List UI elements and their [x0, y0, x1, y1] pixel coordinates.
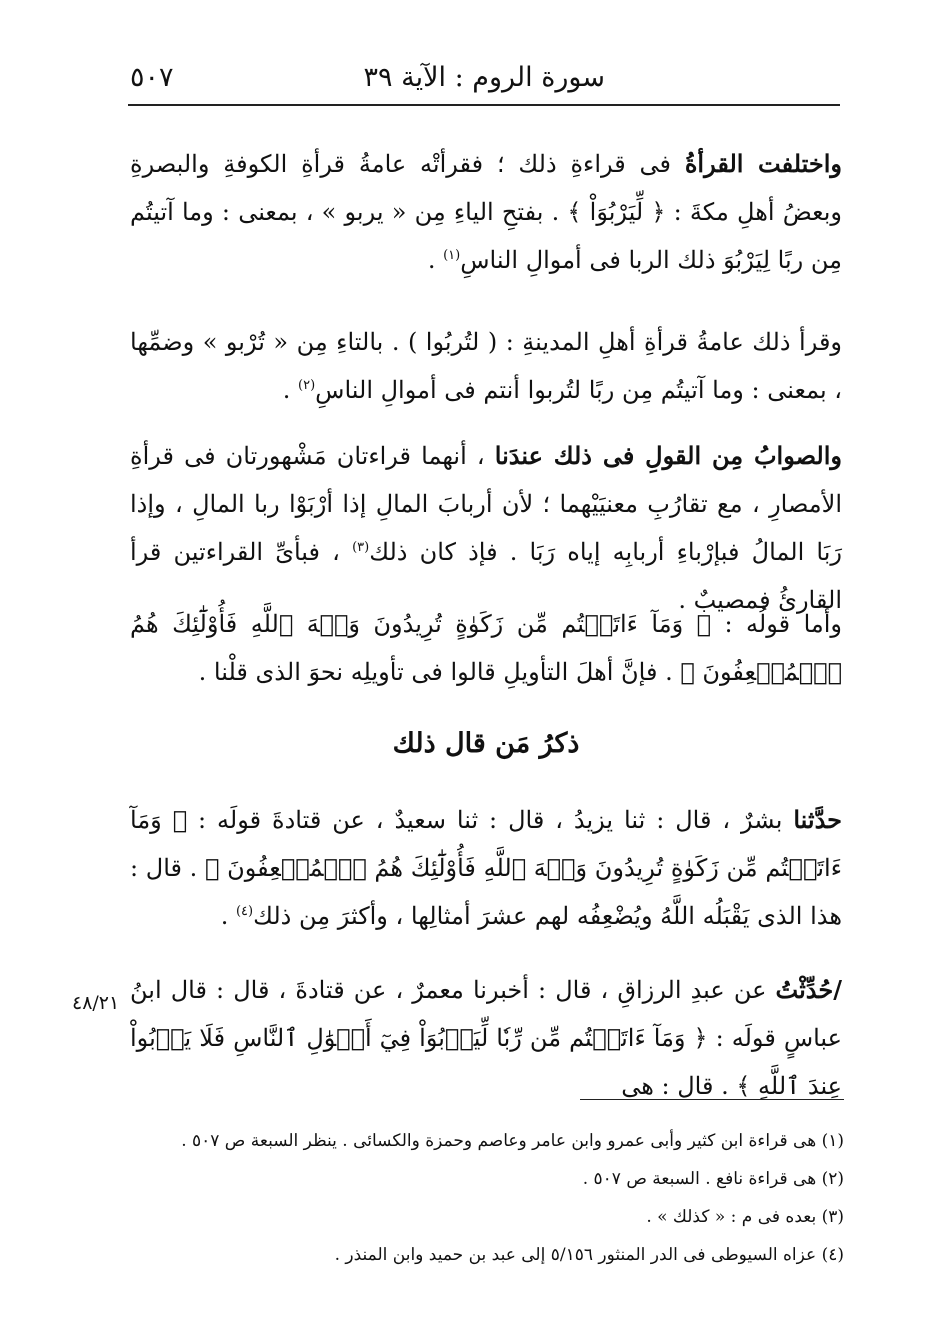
page-number: ٥٠٧ — [130, 62, 174, 93]
paragraph-qiraat-differences — [130, 140, 842, 284]
footnote-rule — [580, 1099, 844, 1100]
paragraph-text: فى قراءةِ ذلك ؛ فقرأتْه عامةُ قرأةِ الكوفةِ والبصرةِ وبعضُ أهلِ مكةَ : ﴿ لِّيَرْبُوَاْ ﴾ . بفتحِ الياءِ مِن « يربو » ، بمعنى : وما آتيتُم مِن ربًا لِيَرْبُوَ ذلك الربا فى أموالِ الناسِ — [130, 150, 842, 274]
page-header — [130, 58, 840, 98]
header-rule — [128, 104, 840, 106]
paragraph-lead: واختلفت القرأةُ — [684, 149, 843, 178]
narration-text: عن عبدِ الرزاقِ ، قال : أخبرنا معمرٌ ، عن قتادةَ ، قال : قال ابنُ عباسٍ قولَه : ﴿ وَمَآ ءَاتَيۡتُم مِّن رِّبٗا لِّيَرۡبُوَاْ فِيٓ أَمۡوَٰلِ ٱلنَّاسِ فَلَا يَرۡبُواْ عِندَ ٱللَّهِ ﴾ . قال : هى — [130, 976, 842, 1100]
footnote-2: (٢) هى قراءة نافع . السبعة ص ٥٠٧ . — [582, 1169, 844, 1189]
footnote-marker: (١) — [443, 248, 461, 263]
narration-bishr — [130, 796, 842, 940]
narration-tail: . — [220, 902, 236, 930]
paragraph-medina-reading — [130, 318, 842, 414]
narration-abdurrazzaq — [130, 966, 842, 1110]
narration-lead: حدَّثنا — [793, 805, 842, 834]
running-title: سورة الروم : الآية ٣٩ — [363, 62, 605, 93]
paragraph-tail: . — [427, 246, 444, 274]
section-heading: ذكرُ مَن قال ذلك — [392, 728, 580, 759]
margin-volume-reference: ٤٨/٢١ — [72, 992, 120, 1014]
footnote-marker: (٤) — [235, 904, 254, 919]
paragraph-verse-commentary — [130, 600, 842, 696]
paragraph-correct-view — [130, 432, 842, 624]
footnote-3: (٣) بعده فى م : « كذلك » . — [646, 1207, 844, 1227]
paragraph-text: ، أنهما قراءتان مَشْهورتان فى قرأةِ الأمصارِ ، مع تقارُبِ معنيَيْهما ؛ لأن أربابَ المالِ إذا أرْبَوْا ربا المالِ ، وإذا رَبَا المالُ فبإرْباءِ أربابِه إياه رَبَا . فإذ كان ذلك — [130, 442, 843, 566]
footnote-marker: (٢) — [298, 378, 316, 393]
footnote-1: (١) هى قراءة ابن كثير وأبى عمرو وابن عامر وعاصم وحمزة والكسائى . ينظر السبعة ص ٥٠٧ . — [181, 1131, 844, 1151]
paragraph-text: وقرأ ذلك عامةُ قرأةِ أهلِ المدينةِ : ( لتُربُوا ) . بالتاءِ مِن « تُرْبو » وضمِّها ، بمعنى : وما آتيتُم مِن ربًا لتُربوا أنتم فى أموالِ الناسِ — [130, 328, 842, 404]
narration-lead: /حُدِّثْتُ — [775, 975, 842, 1004]
narration-text: بشرٌ ، قال : ثنا يزيدُ ، قال : ثنا سعيدٌ ، عن قتادةَ قولَه : ﴿ وَمَآ ءَاتَيۡتُم مِّن زَكَوٰةٍ تُرِيدُونَ وَجۡهَ ٱللَّهِ فَأُوْلَٰٓئِكَ هُمُ ٱلۡمُضۡعِفُونَ ﴾ . قال : هذا الذى يَقْبَلُه اللَّهُ ويُضْعِفُه لهم عشرَ أمثالِها ، وأكثرَ مِن ذلك — [130, 806, 842, 930]
paragraph-lead: والصوابُ مِن القولِ فى ذلك عندَنا — [494, 441, 842, 470]
footnote-4: (٤) عزاه السيوطى فى الدر المنثور ٥/١٥٦ إلى عبد بن حميد وابن المنذر . — [334, 1245, 844, 1265]
footnote-marker: (٣) — [352, 540, 370, 555]
paragraph-tail: . — [282, 376, 299, 404]
paragraph-tail: ، فبأىِّ القراءتين قرأ القارئُ فمصيبٌ . — [130, 538, 842, 614]
paragraph-text: وأما قولُه : ﴿ وَمَآ ءَاتَيۡتُم مِّن زَكَوٰةٍ تُرِيدُونَ وَجۡهَ ٱللَّهِ فَأُوْلَٰٓئِكَ هُمُ ٱلۡمُضۡعِفُونَ ﴾ . فإنَّ أهلَ التأويلِ قالوا فى تأويلِه نحوَ الذى قلْنا . — [130, 610, 842, 686]
